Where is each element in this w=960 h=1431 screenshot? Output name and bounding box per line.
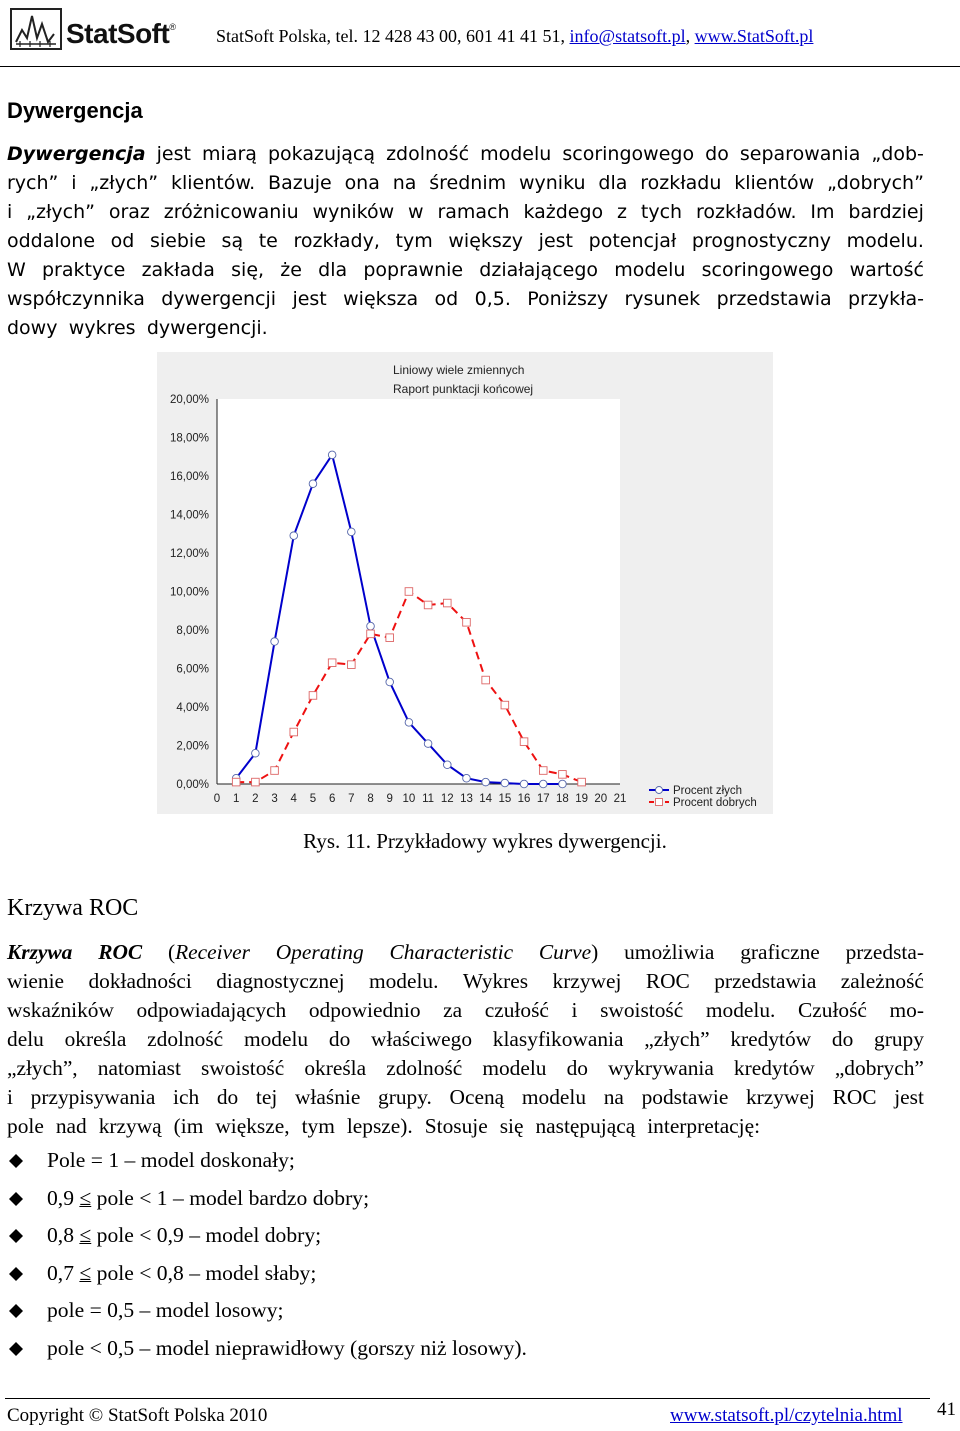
x-tick-label: 18 (556, 793, 569, 805)
data-point-good (348, 661, 356, 669)
y-tick-label: 14,00% (169, 509, 209, 522)
data-point-bad (348, 528, 356, 536)
legend-label: Procent złych (673, 785, 743, 797)
x-tick-label: 9 (386, 793, 393, 805)
x-tick-label: 14 (479, 793, 493, 805)
x-tick-label: 2 (252, 793, 259, 805)
data-point-bad (328, 451, 336, 459)
y-tick-label: 18,00% (169, 432, 209, 445)
data-point-good (252, 778, 260, 786)
statsoft-logo (10, 8, 210, 56)
paragraph-line: Krzywa ROC (Receiver Operating Characteristic Curve) umożliwia graficzne przedsta- (7, 940, 924, 964)
paragraph-line: rych” i „złych” klientów. Bazuje ona na średnim wyniku dla rozkładu klientów „dobrych” (7, 172, 924, 194)
page-number: 41 (937, 1399, 956, 1420)
footer-divider (5, 1398, 930, 1399)
czytelnia-link[interactable]: www.statsoft.pl/czytelnia.html (670, 1405, 903, 1426)
data-point-good (232, 778, 240, 786)
data-point-bad (501, 779, 509, 787)
diamond-bullet-icon (9, 1304, 23, 1318)
section-heading-dywergencja: Dywergencja (7, 98, 143, 123)
list-item-text: pole = 0,5 – model losowy; (47, 1298, 284, 1322)
y-tick-label: 12,00% (169, 548, 209, 560)
plot-area (217, 399, 620, 784)
data-point-bad (309, 480, 317, 488)
data-point-good (328, 659, 336, 667)
y-tick-label: 20,00% (169, 394, 209, 406)
x-tick-label: 0 (213, 793, 221, 805)
x-tick-label: 7 (348, 793, 355, 805)
legend-marker-circle (656, 787, 663, 794)
y-tick-label: 4,00% (176, 702, 209, 714)
data-point-bad (520, 780, 528, 788)
website-link[interactable]: www.StatSoft.pl (694, 26, 814, 46)
data-point-bad (559, 780, 567, 788)
figure-caption: Rys. 11. Przykładowy wykres dywergencji. (303, 829, 667, 853)
x-tick-label: 21 (613, 793, 627, 805)
data-point-good (271, 767, 279, 775)
y-tick-label: 16,00% (169, 471, 209, 483)
x-tick-label: 17 (536, 793, 550, 805)
legend-label: Procent dobrych (673, 797, 757, 809)
paragraph-line: delu określa zdolność modelu do właściwego klasyfikowania „złych” kredytów do grupy (7, 1027, 924, 1051)
x-tick-label: 16 (517, 793, 531, 805)
data-point-bad (367, 622, 375, 630)
paragraph-line: i przypisywania ich do tej właśnie grupy. Oceną modelu na podstawie krzywej ROC jest (7, 1085, 924, 1109)
diamond-bullet-icon (9, 1229, 23, 1243)
x-tick-label: 3 (271, 793, 278, 805)
data-point-good (539, 767, 547, 775)
list-item-text: 0,9 ≤ pole < 1 – model bardzo dobry; (47, 1185, 370, 1210)
y-tick-label: 10,00% (169, 586, 209, 599)
paragraph-krzywa-roc (7, 938, 924, 1141)
x-tick-label: 6 (328, 793, 336, 805)
y-tick-label: 6,00% (176, 663, 209, 676)
data-point-good (559, 771, 567, 779)
paragraph-line: i „złych” oraz zróżnicowaniu wyników w ramach każdego z tych rozkładów. Im bardziej (7, 201, 924, 223)
x-tick-label: 12 (440, 793, 454, 805)
x-tick-label: 11 (422, 793, 435, 805)
header-divider (0, 66, 960, 67)
data-point-good (463, 619, 471, 627)
email-link[interactable]: info@statsoft.pl (569, 26, 686, 46)
divergence-chart-svg (157, 352, 773, 814)
divergence-chart (157, 352, 773, 814)
y-tick-label: 0,00% (176, 779, 209, 791)
diamond-bullet-icon (9, 1154, 23, 1168)
data-point-good (482, 676, 490, 684)
copyright-text: Copyright © StatSoft Polska 2010 (7, 1405, 268, 1426)
logo-chart-icon (10, 8, 62, 50)
data-point-good (405, 588, 413, 596)
data-point-good (386, 634, 394, 642)
y-tick-label: 2,00% (176, 740, 209, 753)
chart-subtitle: Raport punktacji końcowej (393, 382, 534, 396)
x-tick-label: 4 (290, 793, 297, 805)
paragraph-dywergencja (7, 140, 924, 343)
list-item-text: 0,7 ≤ pole < 0,8 – model słaby; (47, 1260, 317, 1285)
data-point-good (578, 778, 586, 786)
data-point-bad (424, 740, 432, 748)
paragraph-line: oddalone od siebie są te rozkłady, tym większy jest potencjał prognostyczny modelu. (7, 230, 924, 252)
data-point-bad (539, 780, 547, 788)
data-point-bad (252, 749, 260, 757)
y-tick-label: 8,00% (176, 625, 209, 637)
list-item-text: pole < 0,5 – model nieprawidłowy (gorszy niż losowy). (47, 1335, 527, 1360)
paragraph-line: pole nad krzywą (im większe, tym lepsze). Stosuje się następującą interpretację: (7, 1114, 761, 1138)
data-point-bad (463, 774, 471, 782)
data-point-bad (271, 638, 279, 646)
data-point-bad (405, 719, 413, 727)
page-header (0, 0, 960, 68)
data-point-good (501, 701, 509, 709)
data-point-good (290, 728, 298, 736)
page-footer (0, 1395, 960, 1431)
x-tick-label: 8 (367, 793, 374, 805)
x-tick-label: 1 (232, 793, 240, 805)
paragraph-line: Dywergencja jest miarą pokazującą zdolność modelu scoringowego do separowania „dob- (7, 143, 924, 165)
data-point-good (424, 601, 432, 609)
data-point-good (367, 630, 375, 638)
paragraph-line: wienie dokładności diagnostycznej modelu. Wykres krzywej ROC przedstawia zależność (7, 969, 924, 993)
logo-wordmark: StatSoft® (66, 18, 176, 49)
x-tick-label: 10 (402, 793, 416, 805)
list-item-text: 0,8 ≤ pole < 0,9 – model dobry; (47, 1223, 322, 1247)
section-heading-krzywa-roc: Krzywa ROC (7, 895, 139, 921)
x-tick-label: 5 (309, 793, 317, 805)
header-contact: StatSoft Polska, tel. 12 428 43 00, 601 41 41 51, info@statsoft.pl, www.StatSoft.pl (216, 26, 814, 46)
data-point-bad (290, 532, 298, 540)
diamond-bullet-icon (9, 1192, 23, 1206)
diamond-bullet-icon (9, 1342, 23, 1356)
list-item-text: Pole = 1 – model doskonały; (47, 1148, 295, 1172)
x-tick-label: 15 (498, 793, 512, 805)
data-point-good (520, 738, 528, 746)
x-tick-label: 20 (594, 793, 608, 805)
x-tick-label: 13 (460, 793, 473, 805)
data-point-bad (482, 778, 490, 786)
diamond-bullet-icon (9, 1267, 23, 1281)
chart-title: Liniowy wiele zmiennych (393, 363, 525, 377)
data-point-good (309, 692, 317, 700)
legend-marker-square (656, 799, 663, 806)
paragraph-line: wskaźników odpowiadających odpowiednio za czułość i swoistość modelu. Czułość mo- (7, 998, 924, 1022)
paragraph-line: W praktyce zakłada się, że dla poprawnie działającego modelu scoringowego wartość (7, 259, 924, 281)
paragraph-line: dowy wykres dywergencji. (7, 317, 268, 339)
paragraph-line: współczynnika dywergencji jest większa od 0,5. Poniższy rysunek przedstawia przykła- (7, 288, 924, 310)
data-point-bad (443, 761, 451, 769)
x-tick-label: 19 (575, 793, 589, 805)
data-point-bad (386, 678, 394, 686)
paragraph-line: „złych”, natomiast swoistość określa zdolność modelu do wykrywania kredytów „dobrych” (7, 1056, 924, 1080)
data-point-good (443, 599, 451, 607)
